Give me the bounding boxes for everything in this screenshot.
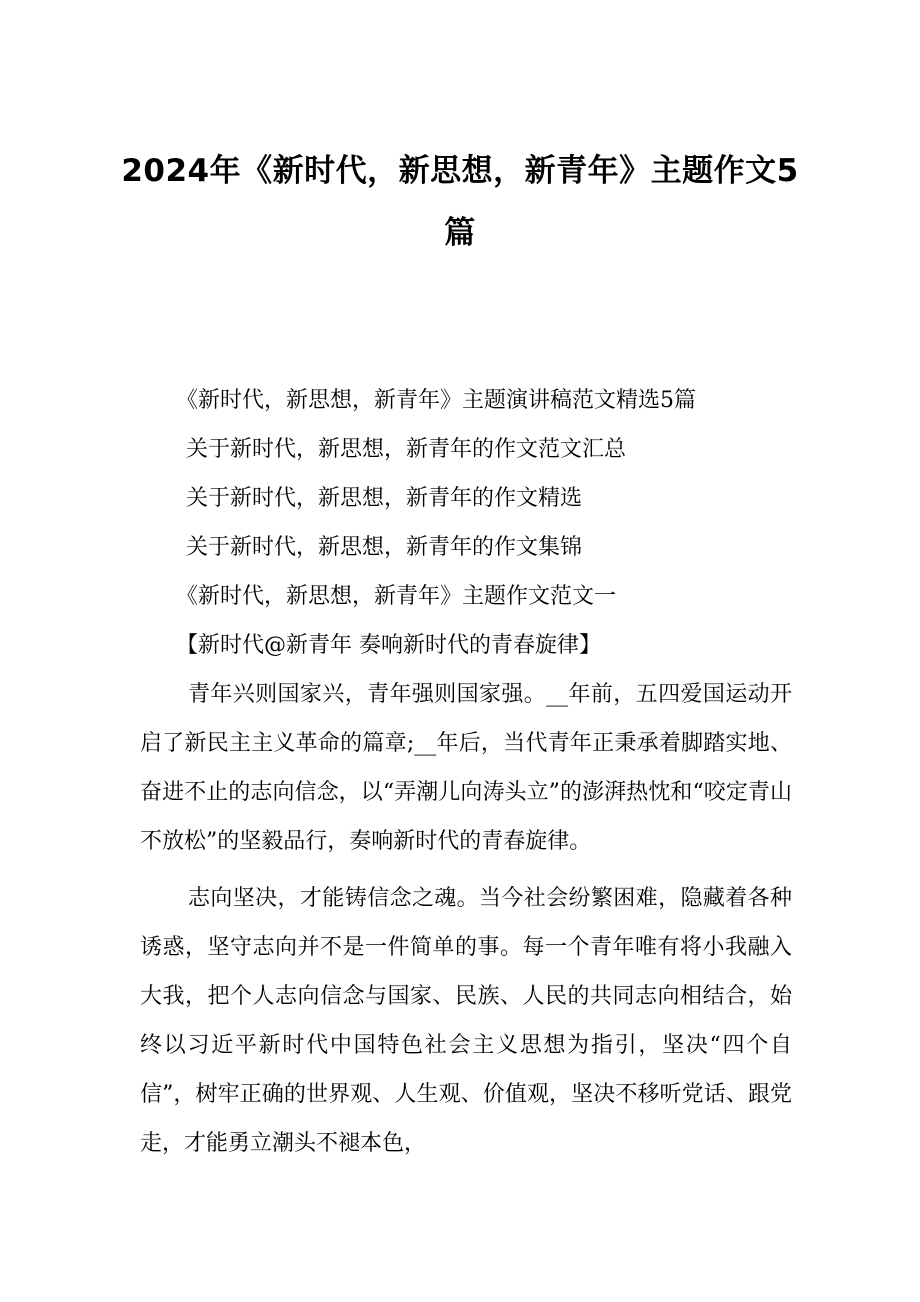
body-paragraph: 志向坚决，才能铸信念之魂。当今社会纷繁困难，隐藏着各种诱惑，坚守志向并不是一件简单的事。每一个青年唯有将小我融入大我，把个人志向信念与国家、民族、人民的共同志向相结合，始终以习近平新时代中国特色社会主义思想为指引，坚决“四个自信”，树牢正确的世界观、人生观、价值观，坚决不移听党话、跟党走，才能勇立潮头不褪本色， [140, 886, 792, 1156]
essay-subtitle: 【新时代@新青年 奏响新时代的青春旋律】 [176, 633, 601, 658]
body-paragraph: 青年兴则国家兴，青年强则国家强。__年前，五四爱国运动开启了新民主主义革命的篇章;__年后，当代青年正秉承着脚踏实地、奋进不止的志向信念，以“弄潮儿向涛头立”的澎湃热忱和“咬定青山不放松”的坚毅品行，奏响新时代的青春旋律。 [140, 682, 792, 854]
contents-item: 《新时代，新思想，新青年》主题演讲稿范文精选5篇 [176, 388, 696, 413]
contents-item: 关于新时代，新思想，新青年的作文范文汇总 [186, 437, 627, 462]
document-title: 2024年《新时代，新思想，新青年》主题作文5篇 [121, 153, 799, 251]
essay-body [140, 670, 792, 1168]
contents-item: 关于新时代，新思想，新青年的作文集锦 [186, 535, 583, 560]
contents-item: 关于新时代，新思想，新青年的作文精选 [186, 486, 583, 511]
contents-list [140, 376, 800, 670]
essay-heading: 《新时代，新思想，新青年》主题作文范文一 [176, 584, 617, 609]
